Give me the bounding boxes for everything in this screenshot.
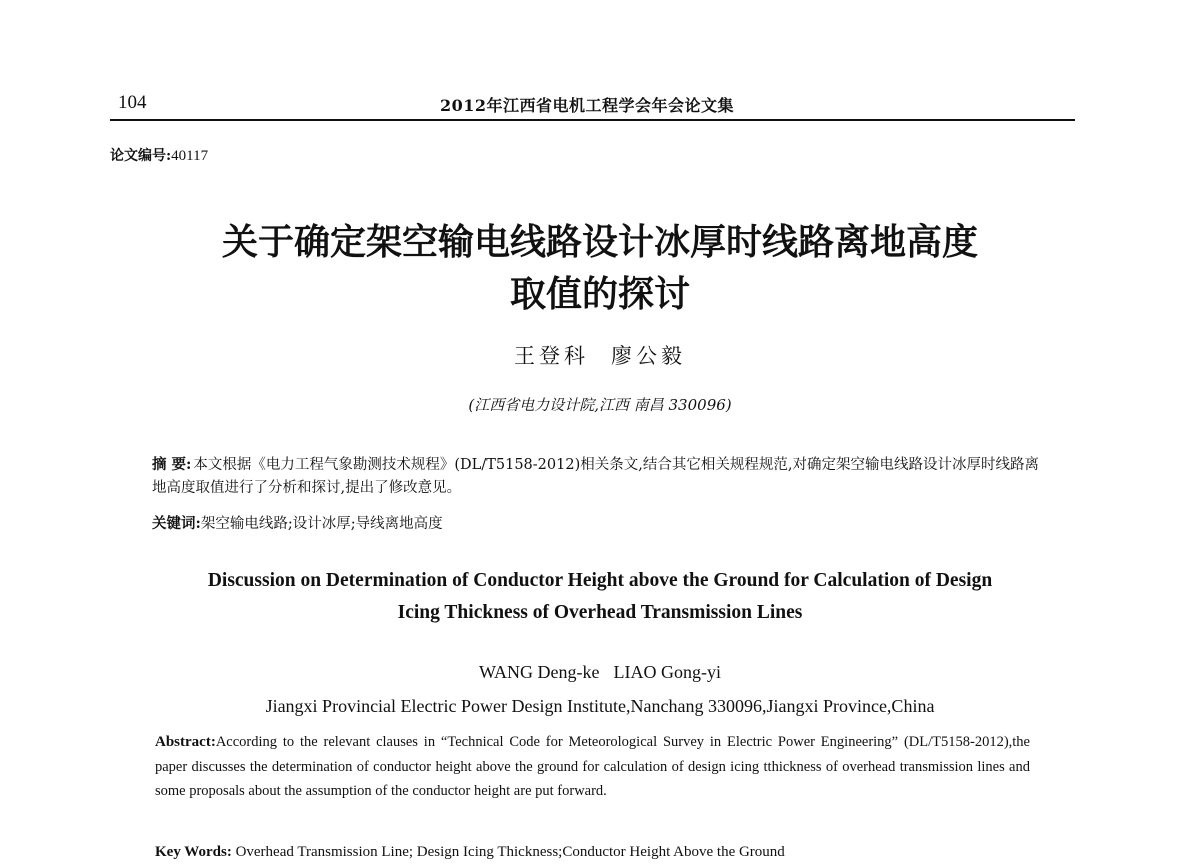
abstract-en-text: According to the relevant clauses in “Technical Code for Meteorological Survey in Electric Power Engineering” (DL/T5158-2012),the paper discusses the determination of conductor height above the ground for calculation of design icing tthickness of overhead transmission lines and some proposals about the assumption of the conductor height are put forward. [155, 734, 1030, 799]
keywords-cn [152, 512, 443, 533]
keywords-en-text: Overhead Transmission Line; Design Icing Thickness;Conductor Height Above the Ground [231, 844, 785, 860]
title-cn-line2: 取值的探讨 [509, 274, 690, 315]
header-divider [110, 119, 1075, 121]
title-en-line2: Icing Thickness of Overhead Transmission Lines [397, 602, 803, 623]
author-en: WANG Deng-ke [479, 662, 600, 682]
keywords-en-label: Key Words: [155, 844, 232, 860]
abstract-cn-text: 本文根据《电力工程气象勘测技术规程》(DL/T5158-2012)相关条文,结合其它相关规程规范,对确定架空输电线路设计冰厚时线路离地高度取值进行了分析和探讨,提出了修改意见。 [152, 457, 1039, 496]
paper-number-label: 论文编号: [110, 148, 172, 164]
page-number: 104 [118, 92, 147, 113]
affiliation-en: Jiangxi Provincial Electric Power Design Institute,Nanchang 330096,Jiangxi Province,China [265, 696, 935, 716]
paper-number-value: 40117 [171, 148, 209, 164]
abstract-cn [152, 453, 1042, 500]
authors-cn [0, 340, 1200, 370]
keywords-cn-text: 架空输电线路;设计冰厚;导线离地高度 [200, 516, 443, 532]
author-cn: 王登科 [514, 344, 589, 368]
paper-number [110, 145, 208, 165]
authors-en [0, 662, 1200, 683]
title-cn-line1: 关于确定架空输电线路设计冰厚时线路离地高度 [221, 222, 978, 263]
abstract-en [155, 730, 1030, 804]
keywords-cn-label: 关键词: [152, 515, 201, 532]
abstract-en-label: Abstract: [155, 734, 216, 750]
abstract-cn-label: 摘 要: [152, 456, 192, 473]
running-header [110, 92, 1075, 120]
journal-title: 2012年江西省电机工程学会年会论文集 [440, 96, 735, 115]
title-en-line1: Discussion on Determination of Conductor Height above the Ground for Calculation of Design [207, 570, 993, 591]
author-cn: 廖公毅 [611, 344, 686, 368]
affiliation-cn: (江西省电力设计院,江西 南昌 330096) [468, 396, 732, 414]
author-en: LIAO Gong-yi [613, 662, 721, 682]
keywords-en [155, 844, 785, 861]
